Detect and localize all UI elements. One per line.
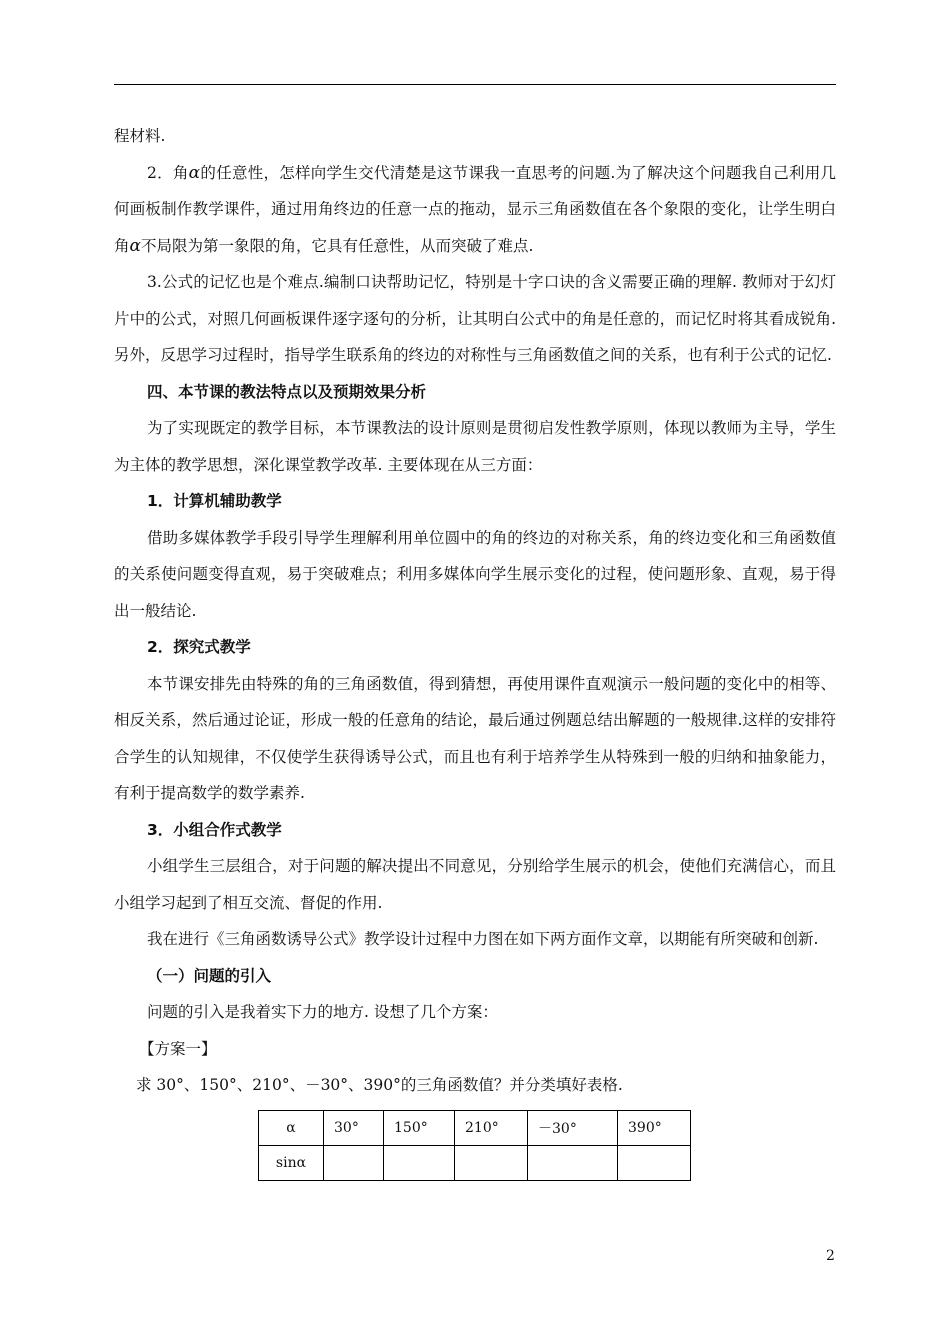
subheading-group: 3．小组合作式教学 [147, 820, 282, 839]
table-cell: sinα [259, 1145, 324, 1180]
table-cell [384, 1145, 455, 1180]
table-cell: 150° [384, 1110, 455, 1145]
table-cell: α [259, 1110, 324, 1145]
subheading-intro: （一）问题的引入 [147, 966, 272, 985]
text-run: 2．角 [147, 163, 189, 182]
paragraph-principles: 为了实现既定的教学目标，本节课教法的设计原则是贯彻启发性教学原则，体现以教师为主导，学生为主体的教学思想，深化课堂教学改革. 主要体现在从三方面： [114, 419, 836, 474]
paragraph-inquiry: 本节课安排先由特殊的角的三角函数值，得到猜想，再使用课件直观演示一般问题的变化中的相等、相反关系，然后通过论证，形成一般的任意角的结论，最后通过例题总结出解题的一般规律.这样的安排符合学生的认知规律，不仅使学生获得诱导公式，而且也有利于培养学生从特殊到一般的归纳和抽象能力，有利于提高数学的数学素养. [114, 674, 836, 802]
section-heading: 四、本节课的教法特点以及预期效果分析 [147, 382, 427, 401]
table-cell [324, 1145, 384, 1180]
paragraph-intro: 问题的引入是我着实下力的地方. 设想了几个方案： [147, 1003, 498, 1021]
table-row [259, 1145, 691, 1180]
table-cell: －30° [528, 1110, 618, 1145]
plan-label: 【方案一】 [139, 1039, 217, 1058]
paragraph-multimedia: 借助多媒体教学手段引导学生理解利用单位圆中的角的终边的对称关系，角的终边变化和三角函数值的关系使问题变得直观，易于突破难点；利用多媒体向学生展示变化的过程，使问题形象、直观，易于得出一般结论. [114, 528, 836, 620]
table-row [259, 1110, 691, 1145]
paragraph-group: 小组学生三层组合，对于问题的解决提出不同意见，分别给学生展示的机会，使他们充满信心，而且小组学习起到了相互交流、督促的作用. [114, 857, 836, 912]
table-cell: 210° [455, 1110, 528, 1145]
alpha-symbol: α [129, 235, 141, 256]
subheading-computer: 1．计算机辅助教学 [147, 492, 282, 510]
alpha-symbol: α [188, 162, 201, 183]
table-cell [618, 1145, 691, 1180]
question-text: 求 30°、150°、210°、－30°、390°的三角函数值？并分类填好表格. [136, 1076, 623, 1094]
table-cell: 30° [324, 1110, 384, 1145]
text-run: 的任意性，怎样向学生交代清楚是这节课我一直思考的问题.为了解决这个问题我自己利用几何画板制作教学课件，通过用角终边的任意一点的拖动，显示三角函数值在各个象限的变化，让学生明白角 [114, 163, 836, 255]
paragraph-design: 我在进行《三角函数诱导公式》教学设计过程中力图在如下两方面作文章，以期能有所突破和创新. [147, 930, 819, 948]
text-run: 不局限为第一象限的角，它具有任意性，从而突破了难点. [141, 236, 534, 255]
document-body [114, 118, 836, 1181]
table-cell: 390° [618, 1110, 691, 1145]
header-rule [114, 84, 836, 85]
subheading-inquiry: 2．探究式教学 [147, 638, 251, 656]
paragraph-arbitrariness [114, 155, 836, 265]
paragraph-continuation: 程材料. [114, 127, 166, 145]
table-cell [455, 1145, 528, 1180]
table-cell [528, 1145, 618, 1180]
trig-table [258, 1110, 691, 1181]
page-number: 2 [826, 1248, 835, 1264]
paragraph-formula-memory: 3.公式的记忆也是个难点.编制口诀帮助记忆，特别是十字口诀的含义需要正确的理解. 教师对于幻灯片中的公式，对照几何画板课件逐字逐句的分析，让其明白公式中的角是任意的，而记忆时将其看成锐角.另外，反思学习过程时，指导学生联系角的终边的对称性与三角函数值之间的关系，也有利于公式的记忆. [114, 273, 836, 364]
